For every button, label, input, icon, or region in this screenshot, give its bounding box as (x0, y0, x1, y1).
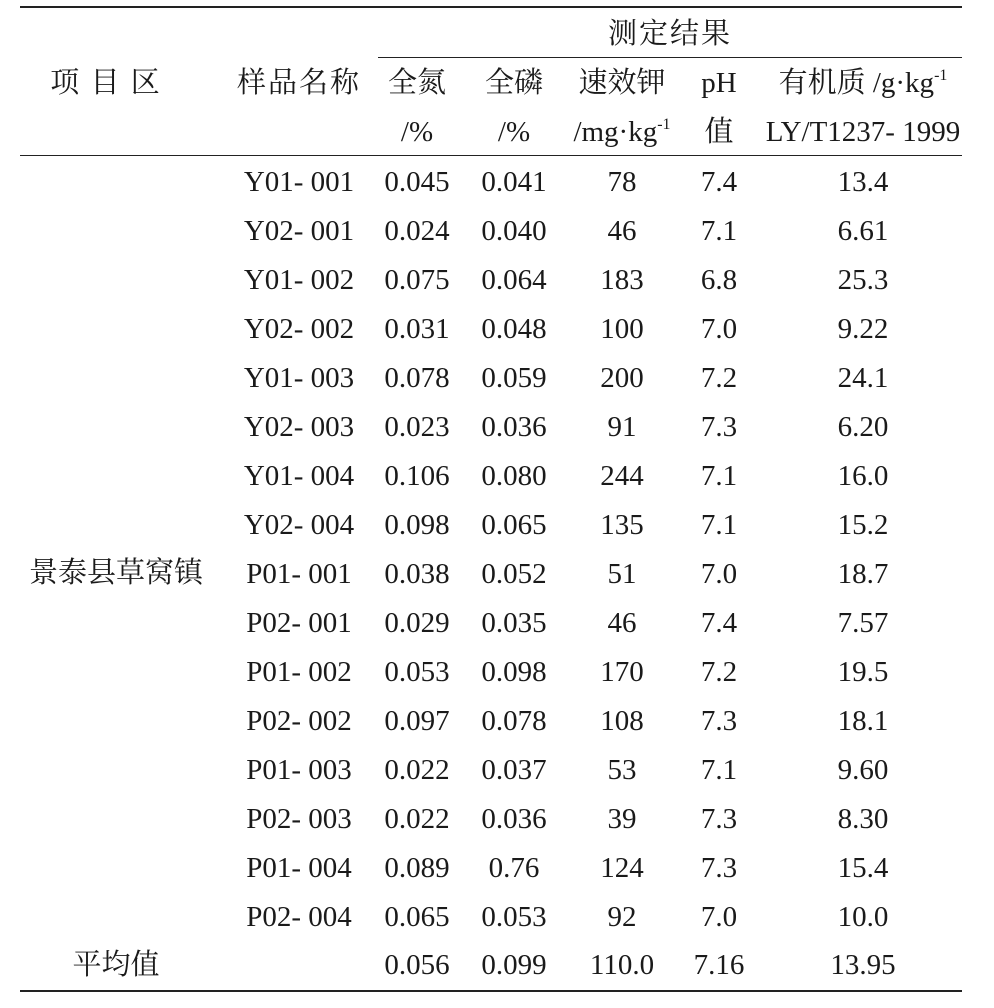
cell-total-phosphorus: 0.064 (481, 264, 547, 296)
cell-organic-matter: 25.3 (837, 264, 889, 296)
cell-total-phosphorus: 0.098 (481, 656, 547, 688)
header-total-phosphorus: 全磷 (484, 67, 543, 99)
cell-organic-matter: 8.30 (837, 803, 889, 835)
header-organic-matter-text: 有机质 /g·kg (778, 67, 935, 99)
cell-available-potassium: 100 (600, 313, 644, 345)
cell-sample: P01- 001 (246, 558, 352, 590)
cell-available-potassium: 91 (607, 411, 637, 443)
cell-total-phosphorus: 0.078 (481, 705, 547, 737)
cell-total-nitrogen: 0.022 (384, 803, 450, 835)
cell-organic-matter: 15.2 (837, 509, 889, 541)
cell-sample: Y01- 004 (243, 460, 355, 492)
cell-available-potassium: 244 (600, 460, 644, 492)
cell-ph: 7.2 (700, 362, 738, 394)
cell-ph: 7.0 (700, 901, 738, 933)
cell-total-phosphorus: 0.080 (481, 460, 547, 492)
cell-total-phosphorus: 0.059 (481, 362, 547, 394)
cell-available-potassium: 200 (600, 362, 644, 394)
cell-available-potassium: 53 (607, 754, 637, 786)
cell-organic-matter: 7.57 (837, 607, 889, 639)
cell-total-phosphorus: 0.053 (481, 901, 547, 933)
cell-organic-matter: 24.1 (837, 362, 889, 394)
cell-sample: P02- 002 (246, 705, 352, 737)
cell-organic-matter: 10.0 (837, 901, 889, 933)
cell-ph: 7.2 (700, 656, 738, 688)
cell-total-phosphorus: 0.036 (481, 411, 547, 443)
cell-available-potassium: 46 (607, 607, 637, 639)
cell-total-nitrogen: 0.065 (384, 901, 450, 933)
average-available-potassium: 110.0 (589, 949, 655, 981)
cell-organic-matter: 19.5 (837, 656, 889, 688)
cell-total-phosphorus: 0.052 (481, 558, 547, 590)
header-bottom-rule (20, 155, 962, 156)
average-total-phosphorus: 0.099 (481, 949, 547, 981)
area-label: 景泰县草窝镇 (28, 557, 203, 589)
cell-ph: 7.1 (700, 215, 738, 247)
header-potassium-unit-text: /mg·kg (573, 116, 658, 148)
cell-total-nitrogen: 0.053 (384, 656, 450, 688)
cell-ph: 7.4 (700, 607, 738, 639)
cell-sample: P02- 003 (246, 803, 352, 835)
cell-total-phosphorus: 0.065 (481, 509, 547, 541)
cell-total-nitrogen: 0.023 (384, 411, 450, 443)
cell-total-nitrogen: 0.045 (384, 166, 450, 198)
cell-organic-matter: 15.4 (837, 852, 889, 884)
cell-ph: 6.8 (700, 264, 738, 296)
header-ph-unit: 值 (704, 116, 734, 148)
top-rule (20, 6, 962, 8)
cell-total-nitrogen: 0.022 (384, 754, 450, 786)
cell-total-phosphorus: 0.037 (481, 754, 547, 786)
cell-total-nitrogen: 0.029 (384, 607, 450, 639)
average-label: 平均值 (72, 949, 160, 981)
cell-organic-matter: 6.61 (837, 215, 889, 247)
average-total-nitrogen: 0.056 (384, 949, 450, 981)
header-total-nitrogen: 全氮 (387, 67, 446, 99)
cell-available-potassium: 92 (607, 901, 637, 933)
cell-total-nitrogen: 0.097 (384, 705, 450, 737)
cell-organic-matter: 9.22 (837, 313, 889, 345)
cell-sample: Y01- 003 (243, 362, 355, 394)
cell-total-phosphorus: 0.76 (488, 852, 540, 884)
cell-total-nitrogen: 0.075 (384, 264, 450, 296)
group-header-rule (378, 57, 962, 58)
header-project-area: 项 目 区 (50, 67, 162, 99)
cell-total-phosphorus: 0.036 (481, 803, 547, 835)
average-organic-matter: 13.95 (830, 949, 896, 981)
cell-ph: 7.1 (700, 509, 738, 541)
cell-total-nitrogen: 0.106 (384, 460, 450, 492)
header-available-potassium-unit (563, 112, 681, 152)
header-total-nitrogen-unit: /% (400, 116, 434, 148)
cell-ph: 7.3 (700, 411, 738, 443)
cell-total-nitrogen: 0.078 (384, 362, 450, 394)
cell-total-nitrogen: 0.038 (384, 558, 450, 590)
header-potassium-unit-sup: -1 (657, 116, 671, 133)
cell-available-potassium: 170 (600, 656, 644, 688)
cell-total-nitrogen: 0.031 (384, 313, 450, 345)
cell-ph: 7.3 (700, 852, 738, 884)
cell-ph: 7.1 (700, 460, 738, 492)
header-available-potassium: 速效钾 (578, 67, 666, 99)
header-organic-matter-standard: LY/T1237- 1999 (765, 116, 961, 148)
cell-sample: P01- 003 (246, 754, 352, 786)
average-ph: 7.16 (693, 949, 745, 981)
cell-organic-matter: 9.60 (837, 754, 889, 786)
cell-sample: Y02- 003 (243, 411, 355, 443)
cell-organic-matter: 6.20 (837, 411, 889, 443)
cell-sample: Y02- 002 (243, 313, 355, 345)
cell-sample: P02- 001 (246, 607, 352, 639)
cell-ph: 7.0 (700, 558, 738, 590)
header-organic-matter-sup: -1 (934, 67, 948, 84)
cell-ph: 7.3 (700, 705, 738, 737)
cell-total-phosphorus: 0.041 (481, 166, 547, 198)
cell-ph: 7.1 (700, 754, 738, 786)
cell-sample: P02- 004 (246, 901, 352, 933)
cell-available-potassium: 108 (600, 705, 644, 737)
cell-ph: 7.3 (700, 803, 738, 835)
cell-available-potassium: 135 (600, 509, 644, 541)
cell-available-potassium: 51 (607, 558, 637, 590)
bottom-rule (20, 990, 962, 992)
cell-available-potassium: 183 (600, 264, 644, 296)
cell-organic-matter: 18.7 (837, 558, 889, 590)
cell-organic-matter: 18.1 (837, 705, 889, 737)
header-sample-name: 样品名称 (236, 67, 361, 99)
cell-organic-matter: 13.4 (837, 166, 889, 198)
cell-available-potassium: 39 (607, 803, 637, 835)
cell-sample: P01- 004 (246, 852, 352, 884)
cell-ph: 7.0 (700, 313, 738, 345)
cell-total-phosphorus: 0.035 (481, 607, 547, 639)
cell-sample: P01- 002 (246, 656, 352, 688)
cell-total-nitrogen: 0.098 (384, 509, 450, 541)
cell-total-phosphorus: 0.040 (481, 215, 547, 247)
header-ph: pH (701, 67, 737, 99)
cell-sample: Y02- 004 (243, 509, 355, 541)
cell-available-potassium: 46 (607, 215, 637, 247)
cell-available-potassium: 124 (600, 852, 644, 884)
header-total-phosphorus-unit: /% (497, 116, 531, 148)
header-organic-matter (758, 63, 968, 103)
cell-sample: Y01- 001 (243, 166, 355, 198)
group-title: 测定结果 (607, 18, 732, 50)
cell-total-phosphorus: 0.048 (481, 313, 547, 345)
cell-available-potassium: 78 (607, 166, 637, 198)
cell-organic-matter: 16.0 (837, 460, 889, 492)
cell-total-nitrogen: 0.024 (384, 215, 450, 247)
cell-total-nitrogen: 0.089 (384, 852, 450, 884)
cell-ph: 7.4 (700, 166, 738, 198)
cell-sample: Y02- 001 (243, 215, 355, 247)
cell-sample: Y01- 002 (243, 264, 355, 296)
